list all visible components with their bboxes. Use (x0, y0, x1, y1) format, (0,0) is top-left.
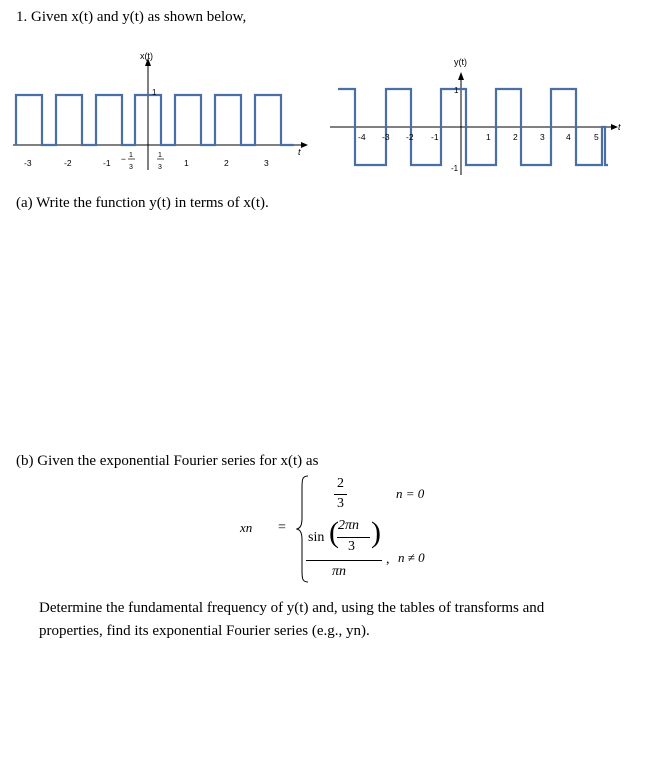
problem-number: 1. (16, 9, 28, 25)
yt-tick-label: -2 (406, 132, 414, 142)
xt-tick-neg-third (121, 152, 135, 171)
svg-text:3: 3 (129, 164, 133, 171)
part-a-text: (a) Write the function y(t) in terms of x(t). (16, 195, 269, 211)
yt-ytick-bottom: -1 (451, 164, 459, 173)
sin-arg-numerator: 2πn (338, 518, 360, 533)
xt-tick-label: -1 (103, 158, 111, 168)
xt-tick-label: 3 (264, 158, 269, 168)
xt-title: x(t) (140, 51, 153, 61)
svg-text:−: − (121, 154, 126, 164)
xn-label: xn (240, 520, 253, 535)
yt-plot (330, 45, 635, 180)
yt-tick-label: -3 (382, 132, 390, 142)
case1-comma: , (386, 552, 390, 567)
xt-ytick-1: 1 (152, 88, 157, 97)
case1-fraction-bar (306, 560, 382, 561)
part-b-text: (b) Given the exponential Fourier series for x(t) as (16, 453, 319, 469)
sin-close-paren: ) (371, 516, 381, 549)
xt-tick-label: 1 (184, 158, 189, 168)
problem-intro (16, 8, 246, 26)
intro-text: Given x(t) and y(t) as shown below, (31, 9, 247, 25)
yt-tick-label: 3 (540, 132, 545, 142)
task-line-2: properties, find its exponential Fourier series (e.g., yn). (39, 623, 370, 639)
xt-signal (16, 95, 294, 145)
case1-condition: n ≠ 0 (398, 550, 425, 565)
yt-tick-label: 5 (594, 132, 599, 142)
svg-text:1: 1 (129, 152, 133, 159)
yt-axis-var: t (618, 122, 621, 132)
yt-tick-label: 2 (513, 132, 518, 142)
case0-numerator: 2 (337, 476, 344, 491)
xt-tick-label: -2 (64, 158, 72, 168)
xt-tick-label: -3 (24, 158, 32, 168)
equals-sign: = (278, 520, 286, 535)
yt-title: y(t) (454, 57, 467, 67)
yt-amplitude-arrow (458, 72, 464, 80)
task-line-1: Determine the fundamental frequency of y(t) and, using the tables of transforms and (39, 600, 545, 616)
left-brace (296, 474, 310, 584)
xt-time-arrow (301, 142, 308, 148)
yt-tick-label: -1 (431, 132, 439, 142)
xt-tick-pos-third (157, 152, 164, 171)
case1-denominator: πn (332, 564, 347, 579)
case0-fraction-bar (334, 494, 347, 495)
yt-tick-label: 4 (566, 132, 571, 142)
xt-axis-var: t (298, 147, 301, 157)
xt-tick-label: 2 (224, 158, 229, 168)
yt-tick-label: -4 (358, 132, 366, 142)
yt-ytick-top: 1 (454, 86, 459, 95)
sin-arg-denominator: 3 (348, 539, 355, 554)
xn-equation (240, 470, 480, 590)
case0-condition: n = 0 (396, 486, 425, 501)
yt-time-arrow (611, 124, 618, 130)
sin-label: sin (308, 530, 325, 545)
xt-plot (8, 45, 318, 175)
svg-text:1: 1 (158, 152, 162, 159)
yt-tick-label: 1 (486, 132, 491, 142)
svg-text:3: 3 (158, 164, 162, 171)
sin-open-paren: ( (329, 516, 339, 549)
sin-arg-fraction-bar (337, 537, 370, 538)
case0-denominator: 3 (337, 496, 344, 511)
